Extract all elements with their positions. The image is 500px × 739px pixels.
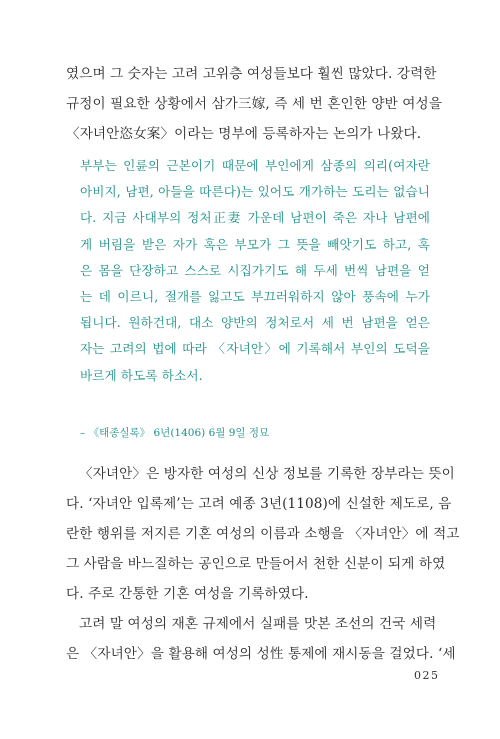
quote-line: 은 몸을 단장하고 스스로 시집가기도 해 두세 번씩 남편을 얻	[80, 262, 430, 278]
text-line: 였으며 그 숫자는 고려 고위층 여성들보다 훨씬 많았다. 강력한	[66, 66, 437, 82]
text-line: 〈자녀안〉은 방자한 여성의 신상 정보를 기록한 장부라는 뜻이	[79, 466, 455, 482]
text-line: 다. ‘자녀안 입록제’는 고려 예종 3년(1108)에 신설한 제도로, 음	[66, 496, 452, 512]
quote-line: 부부는 인륜의 근본이기 때문에 부인에게 삼종의 의리(여자란	[80, 158, 430, 173]
quote-block	[80, 153, 430, 389]
text-line: 그 사람을 바느질하는 공인으로 만들어서 천한 신분이 되게 하였	[66, 556, 446, 572]
text-line: 은 〈자녀안〉을 활용해 여성의 성性 통제에 재시동을 걸었다. ‘세	[66, 646, 456, 662]
quote-line: 됩니다. 원하건대, 대소 양반의 정처로서 세 번 남편을 얻은	[80, 315, 430, 331]
quote-line: 아비지, 남편, 아들을 따른다)는 있어도 개가하는 도리는 없습니	[80, 184, 430, 200]
text-line: 고려 말 여성의 재혼 규제에서 실패를 맛본 조선의 건국 세력	[79, 616, 437, 632]
quote-line: 게 버림을 받은 자가 혹은 부모가 그 뜻을 빼앗기도 하고, 혹	[80, 236, 430, 252]
quote-line: 자는 고려의 법에 따라 〈자녀안〉에 기록해서 부인의 도덕을	[80, 341, 430, 357]
body-paragraph-1	[66, 459, 460, 609]
quote-line: 바르게 하도록 하소서.	[80, 367, 203, 383]
page-number: 025	[414, 669, 440, 682]
text-line: 규정이 필요한 상황에서 삼가三嫁, 즉 세 번 혼인한 양반 여성을	[66, 96, 442, 112]
text-line: 란한 행위를 저지른 기혼 여성의 이름과 소행을 〈자녀안〉에 적고	[66, 526, 460, 542]
text-line: 〈자녀안恣女案〉이라는 명부에 등록하자는 논의가 나왔다.	[66, 126, 422, 142]
quote-line: 는 데 이르니, 절개를 잃고도 부끄러워하지 않아 풍속에 누가	[80, 289, 430, 305]
quote-line: 다. 지금 사대부의 정처正妻 가운데 남편이 죽은 자나 남편에	[80, 210, 430, 226]
body-paragraph-2	[66, 609, 456, 669]
top-paragraph	[66, 59, 442, 149]
quote-citation: – 《태종실록》 6년(1406) 6월 9일 정묘	[80, 427, 270, 439]
text-line: 다. 주로 간통한 기혼 여성을 기록하였다.	[66, 586, 309, 602]
